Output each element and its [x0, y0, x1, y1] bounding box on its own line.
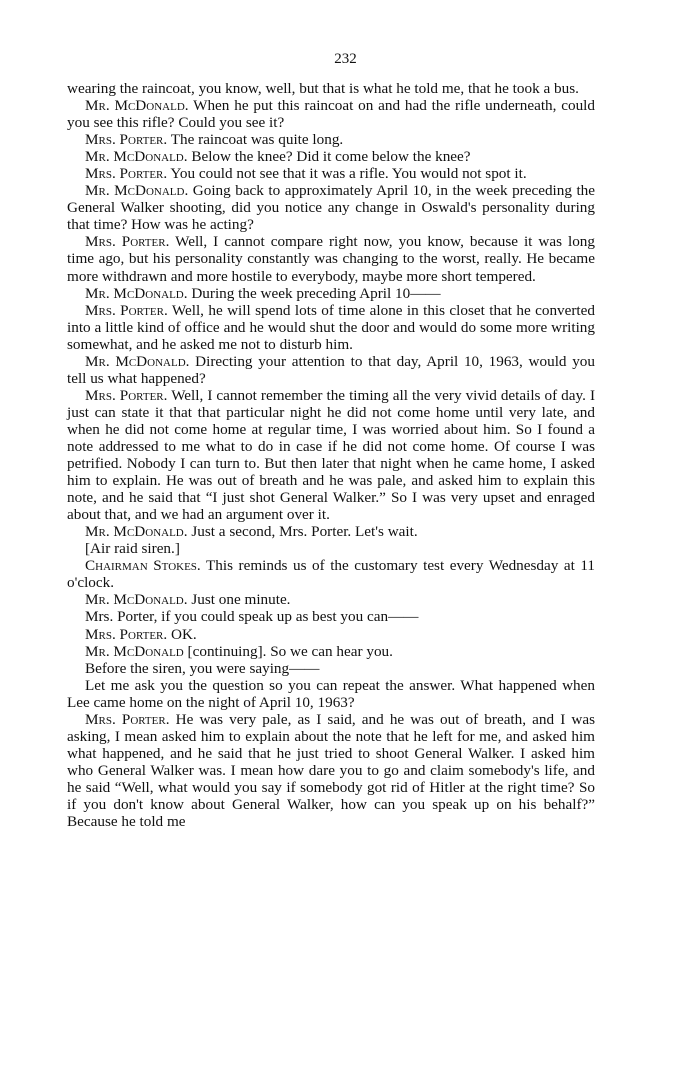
transcript-paragraph: [67, 591, 595, 608]
transcript-paragraph: [67, 165, 595, 182]
speaker-label: Mr. McDonald.: [85, 284, 188, 302]
paragraph-text: wearing the raincoat, you know, well, but that is what he told me, that he took a bus.: [67, 80, 579, 97]
transcript-paragraph: [67, 677, 595, 711]
transcript-paragraph: [67, 387, 595, 523]
transcript-paragraph: [67, 80, 595, 97]
paragraph-text: Well, I cannot remember the timing all the very vivid details of day. I just can state it that that particular night he did not come home until very late, and when he did not come home at regular time, I was worried about him. So I found a note addressed to me what to do in case if he did not come home. Of course I was petrified. Nobody I can turn to. But then later that night when he came home, I asked him to explain. He was out of breath and he was pale, and asked him to explain this note, and he said that “I just shot General Walker.” So I was very upset and enraged about that, and we had an argument over it.: [67, 386, 595, 524]
paragraph-text: Going back to approximately April 10, in the week preceding the General Walker shooting, did you notice any change in Oswald's personality during that time? How was he acting?: [67, 182, 595, 234]
speaker-label: Mrs. Porter.: [85, 301, 168, 319]
speaker-label: Mr. McDonald.: [85, 591, 188, 609]
transcript-paragraph: [67, 302, 595, 353]
paragraph-text: You could not see that it was a rifle. You would not spot it.: [167, 165, 527, 183]
speaker-label: Mrs. Porter.: [85, 710, 170, 728]
transcript-paragraph: [67, 285, 595, 302]
paragraph-text: Well, I cannot compare right now, you know, because it was long time ago, but his personality constantly was changing to the worst, really. He became more withdrawn and more hostile to everybody, maybe more short tempered.: [67, 233, 595, 285]
paragraph-text: [continuing]. So we can hear you.: [183, 642, 393, 660]
paragraph-text: Just one minute.: [187, 591, 291, 609]
transcript-paragraph: [67, 523, 595, 540]
paragraph-text: [Air raid siren.]: [85, 540, 180, 558]
paragraph-text: When he put this raincoat on and had the rifle underneath, could you see this rifle? Could you see it?: [67, 97, 595, 132]
paragraph-text: Well, he will spend lots of time alone in this closet that he converted into a little kind of office and he would shut the door and would do some more writing somewhat, and he asked me not to disturb him.: [67, 301, 595, 353]
transcript-paragraph: [67, 148, 595, 165]
speaker-label: Mr. McDonald.: [85, 182, 189, 200]
paragraph-text: Let me ask you the question so you can repeat the answer. What happened when Lee came home on the night of April 10, 1963?: [67, 676, 595, 711]
transcript-paragraph: [67, 540, 595, 557]
transcript-paragraph: [67, 608, 595, 625]
paragraph-text: Below the knee? Did it come below the knee?: [187, 148, 471, 166]
transcript-paragraph: [67, 626, 595, 643]
transcript-paragraph: [67, 131, 595, 148]
speaker-label: Mr. McDonald.: [85, 352, 190, 370]
paragraph-text: The raincoat was quite long.: [167, 131, 344, 149]
paragraph-text: OK.: [167, 625, 197, 643]
transcript-paragraph: [67, 711, 595, 830]
paragraph-text: Directing your attention to that day, April 10, 1963, would you tell us what happened?: [67, 352, 595, 387]
speaker-label: Mr. McDonald.: [85, 523, 188, 541]
transcript-paragraph: [67, 353, 595, 387]
transcript-paragraph: [67, 233, 595, 284]
speaker-label: Mrs. Porter.: [85, 131, 168, 149]
transcript-paragraph: [67, 182, 595, 233]
transcript-body: [67, 80, 595, 830]
transcript-paragraph: [67, 557, 595, 591]
paragraph-text: Mrs. Porter, if you could speak up as best you can——: [85, 608, 419, 626]
paragraph-text: During the week preceding April 10——: [187, 284, 441, 302]
speaker-label: Mr. McDonald.: [85, 97, 189, 115]
transcript-paragraph: [67, 660, 595, 677]
paragraph-text: This reminds us of the customary test every Wednesday at 11 o'clock.: [67, 557, 595, 592]
paragraph-text: He was very pale, as I said, and he was out of breath, and I was asking, I mean asked him to explain about the note that he left for me, and asked him what happened, and he said that he just tried to shoot General Walker. I asked him who General Walker was. I mean how dare you to go and claim somebody's life, and he said “Well, what would you say if somebody got rid of Hitler at the right time? So if you don't know about General Walker, how can you speak up on his behalf?” Because he told me: [67, 710, 595, 831]
transcript-paragraph: [67, 97, 595, 131]
speaker-label: Mrs. Porter.: [85, 386, 168, 404]
paragraph-text: Before the siren, you were saying——: [85, 659, 320, 677]
paragraph-text: Just a second, Mrs. Porter. Let's wait.: [187, 523, 418, 541]
transcript-paragraph: [67, 643, 595, 660]
speaker-label: Chairman Stokes.: [85, 557, 201, 575]
page-number: 232: [334, 51, 357, 67]
speaker-label: Mrs. Porter.: [85, 165, 168, 183]
speaker-label: Mr. McDonald.: [85, 148, 188, 166]
speaker-label: Mrs. Porter.: [85, 625, 168, 643]
speaker-label: Mr. McDonald: [85, 642, 184, 660]
speaker-label: Mrs. Porter.: [85, 233, 170, 251]
